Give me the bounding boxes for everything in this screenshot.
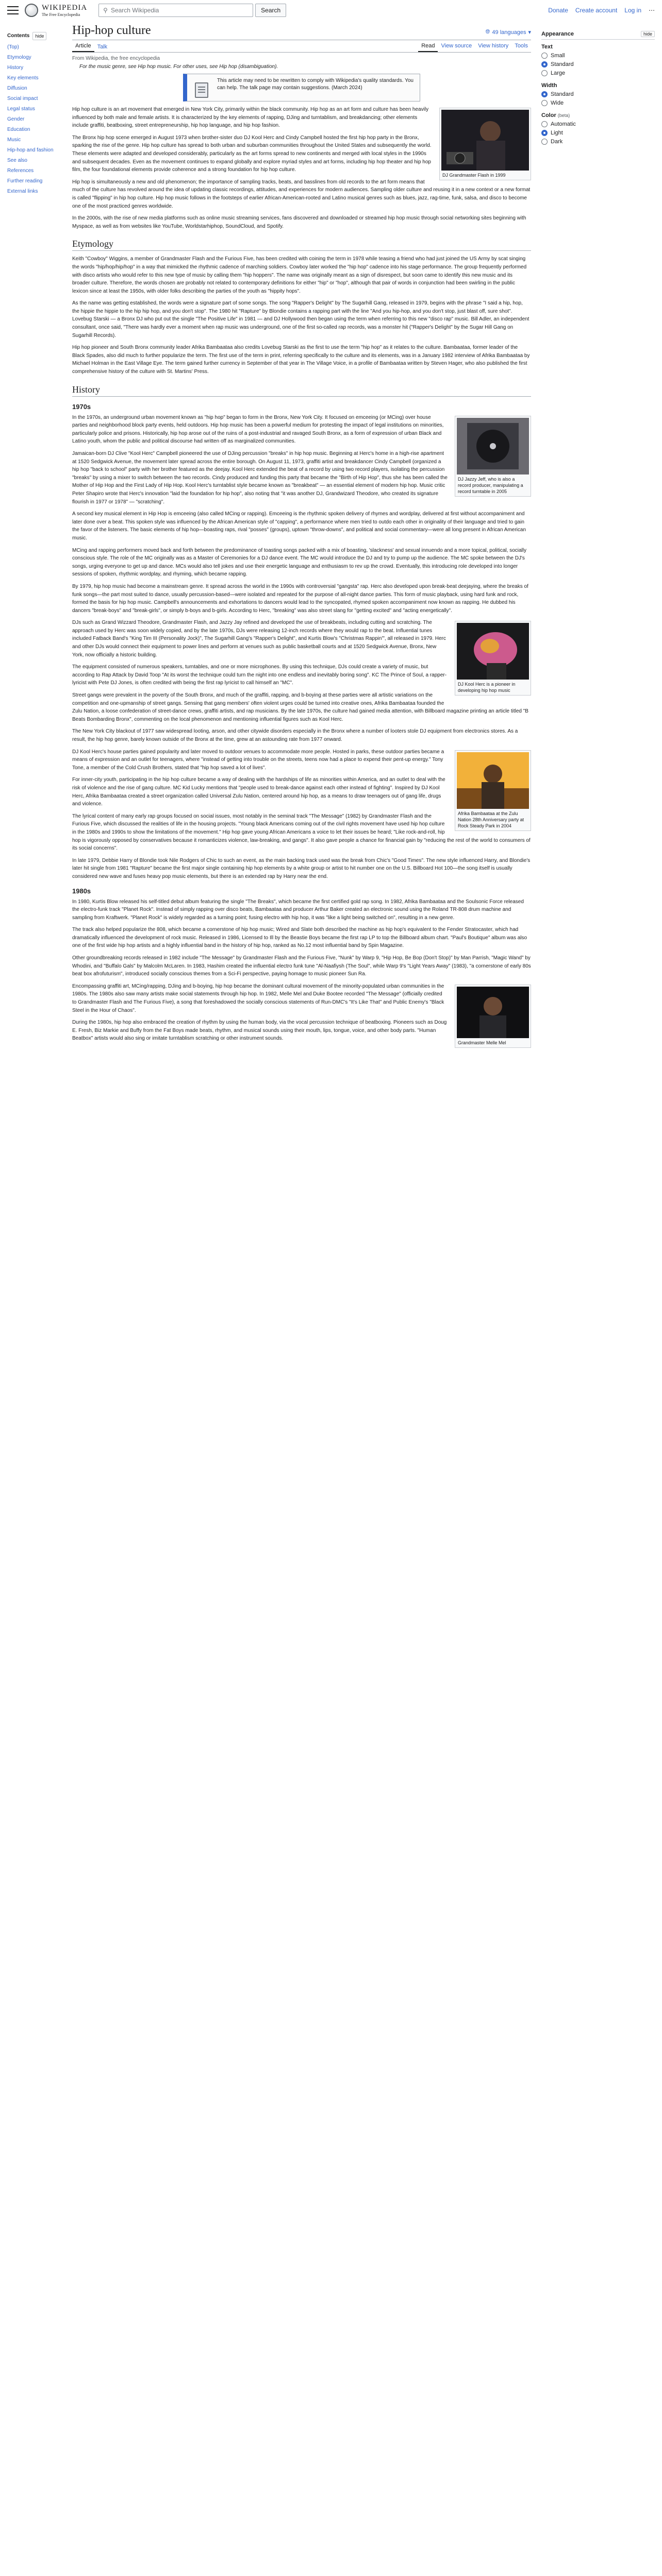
color-beta-tag: (beta) [557, 113, 570, 118]
image-4[interactable] [455, 985, 531, 1048]
search-placeholder: Search Wikipedia [110, 7, 159, 14]
radio-button[interactable] [541, 100, 548, 106]
text-option-small[interactable] [541, 53, 655, 59]
toc-item[interactable]: See also [7, 158, 27, 163]
tab-read[interactable]: Read [418, 43, 438, 52]
image-grandmaster-flash[interactable] [439, 108, 531, 180]
color-option-automatic[interactable] [541, 121, 655, 127]
radio-button[interactable] [541, 70, 548, 76]
image-caption: Grandmaster Melle Mel [458, 1040, 506, 1045]
toc-item[interactable]: Hip-hop and fashion [7, 147, 54, 153]
table-of-contents [7, 31, 59, 197]
tab-view-history[interactable]: View history [478, 43, 509, 49]
toc-item[interactable]: Gender [7, 116, 25, 122]
language-icon: 🌐︎ [485, 29, 490, 35]
paragraph: The New York City blackout of 1977 saw widespread looting, arson, and other citywide disorders especially in the Bronx where a number of looters stole DJ equipment from electronics stores. As a result, the hip hop genre, barely known outside of the Bronx at the time, grew at an astounding rate from 1977 onward. [72, 728, 518, 742]
appearance-hide-button[interactable]: hide [641, 31, 655, 37]
toc-item[interactable]: Diffusion [7, 86, 27, 91]
toc-item[interactable]: Education [7, 127, 30, 132]
photo-2 [457, 623, 529, 680]
page-title: Hip-hop culture [72, 24, 151, 37]
more-options-icon[interactable]: ⋯ [649, 7, 655, 14]
image-caption: DJ Kool Herc is a pioneer in developing hip hop music [458, 682, 516, 693]
toc-item[interactable]: Social impact [7, 96, 38, 101]
paragraph: By 1979, hip hop music had become a mainstream genre. It spread across the world in the 1990s with controversial "gangsta" rap. Herc also developed upon break-beat deejaying, where the breaks of funk songs—the part most suited to dance, usually percussion-based—were isolated and repeated for the purpose of all-night dance parties. This form of music playback, using hard funk and rock, formed the basis for hip hop music. Campbell's announcements and exhortations to dancers would lead to the syncopated, rhymed spoken accompaniment now known as rapping. He dubbed his dancers "break-boys" and "break-girls", or simply b-boys and b-girls. According to Herc, "breaking" was also street slang for "getting excited" and "acting energetically". [72, 583, 528, 614]
search-input[interactable] [98, 4, 253, 17]
radio-button[interactable] [541, 61, 548, 67]
radio-button[interactable] [541, 91, 548, 97]
paragraph: During the 1980s, hip hop also embraced the creation of rhythm by using the human body, via the vocal percussion technique of beatboxing. Pioneers such as Doug E. Fresh, Biz Markie and Buffy from the Fat Boys made beats, rhythm, and musical sounds using their mouth, lips, tongue, voice, and other body parts. "Human Beatbox" artists would also sing or imitate turntablism scratching or other instrument sounds. [72, 1020, 447, 1042]
photo-3 [457, 752, 529, 809]
photo-1 [457, 418, 529, 474]
toc-item[interactable]: Music [7, 137, 21, 143]
subsection-1980s: 1980s [72, 887, 91, 895]
appearance-heading: Appearance [541, 31, 574, 37]
photo-4 [457, 987, 529, 1038]
paragraph: The Bronx hip hop scene emerged in August 1973 when brother-sister duo DJ Kool Herc and Cindy Campbell hosted the first hip hop party in the Bronx, sparking the rise of the genre. Hip hop culture has spread to both urban and suburban communities throughout the United States and subsequently the world. These elements were adapted and developed considerably, particularly as the art forms spread to new continents and merged with local styles in the 1990s and subsequent decades. Even as the movement continues to expand globally and explore myriad styles and art forms, including hip hop theater and hip hop film, the four foundational elements provide coherence and a strong foundation for hip hop culture. [72, 134, 432, 173]
header-link-create-account[interactable]: Create account [575, 7, 618, 14]
radio-label: Standard [551, 91, 574, 97]
section-etymology: Etymology [72, 239, 531, 251]
radio-button[interactable] [541, 130, 548, 136]
search-icon: ⚲ [103, 7, 108, 14]
site-sub: From Wikipedia, the free encyclopedia [72, 56, 160, 61]
text-option-standard[interactable] [541, 61, 655, 67]
site-logo[interactable] [25, 4, 87, 17]
paragraph: Street gangs were prevalent in the poverty of the South Bronx, and much of the graffiti, rapping, and b-boying at these parties were all artistic variations on the competition and one-upmanship of street gangs. Sensing that gang members' often violent urges could be turned into creative ones, Afrika Bambaataa founded the Zulu Nation, a loose confederation of street-dance crews, graffiti artists, and rap musicians. By the late 1970s, the culture had gained media attention, with Billboard magazine printing an article titled "B Beats Bombarding Bronx", commenting on the local phenomenon and mentioning influential figures such as Kool Herc. [72, 692, 528, 722]
paragraph: In 1980, Kurtis Blow released his self-titled debut album featuring the single "The Breaks", which became the first certified gold rap song. In 1982, Afrika Bambaataa and the Soulsonic Force released the electro-funk track "Planet Rock". Instead of simply rapping over disco beats, Bambaataa and producer Arthur Baker created an electronic sound using the Roland TR-808 drum machine and sampling from Kraftwerk. "Planet Rock" is widely regarded as a turning point; fusing electro with hip hop, it was "like a light being switched on", resulting in a new genre. [72, 899, 524, 921]
header [0, 0, 662, 21]
radio-label: Small [551, 53, 565, 59]
toc-item[interactable]: External links [7, 189, 38, 194]
color-option-light[interactable] [541, 130, 655, 136]
image-1[interactable] [455, 416, 531, 497]
paragraph: As the name was getting established, the words were a signature part of some songs. The song "Rapper's Delight" by The Sugarhill Gang, released in 1979, begins with the phrase "I said a hip, hop, the hippie the hippie to the hip hip hop, and you don't stop". The 1980 hit "Rapture" by Blondie contains a rapping part with the line "And you hip-hop, and you don't stop, just blast off, sure shot". Lovebug Starski — a Bronx DJ who put out the single "The Positive Life" in 1981 — and DJ Hollywood then began using the term when referring to this new "disco rap" music. Bill Adler, an independent consultant, once said, "There was hardly ever a moment when rap music was underground, one of the first so-called rap records, was a monster hit ("Rapper's Delight" by the Sugar Hill Gang on Sugarhill Records). [72, 300, 529, 338]
text-size-label: Text [541, 44, 553, 50]
radio-label: Light [551, 130, 563, 136]
paragraph: For inner-city youth, participating in the hip hop culture became a way of dealing with the hardships of life as minorities within America, and an outlet to deal with the risk of violence and the rise of gang culture. MC Kid Lucky mentions that "people used to break-dance against each other instead of fighting". Inspired by DJ Kool Herc, Afrika Bambaataa created a street organization called Universal Zulu Nation, centered around hip hop, as a means to draw teenagers out of gang life, drugs and violence. [72, 777, 445, 807]
image-2[interactable] [455, 621, 531, 696]
hatnote: For the music genre, see Hip hop music. For other uses, see Hip hop (disambiguation). [79, 64, 278, 70]
main-menu-icon[interactable] [7, 6, 19, 14]
toc-item[interactable]: Etymology [7, 55, 31, 60]
tab-talk[interactable]: Talk [97, 44, 108, 50]
notice-text: This article may need to be rewritten to comply with Wikipedia's quality standards. You can help. The talk page may contain suggestions. (March 2024) [217, 78, 413, 91]
toc-item[interactable]: History [7, 65, 24, 71]
paragraph: DJs such as Grand Wizzard Theodore, Grandmaster Flash, and Jazzy Jay refined and developed the use of breakbeats, including cutting and scratching. The approach used by Herc was soon widely copied, and by the late 1970s, DJs were releasing 12-inch records where they would rap to the beat. Influential tunes included Fatback Band's "King Tim III (Personality Jock)", The Sugarhill Gang's "Rapper's Delight", and Kurtis Blow's "Christmas Rappin'", all released in 1979. Herc and other DJs would connect their equipment to power lines and perform at venues such as public basketball courts and at 1520 Sedgwick Avenue, Bronx, New York, now officially a historic building. [72, 620, 446, 658]
paragraph: Jamaican-born DJ Clive "Kool Herc" Campbell pioneered the use of DJing percussion "breaks" in hip hop music. Beginning at Herc's home in a high-rise apartment at 1520 Sedgwick Avenue, the movement later spread across the entire borough. On August 11, 1973, graffiti artist and breakdancer Cindy Campbell (organized a hip hop "back to school" party with her brother featured as the deejay. Kool Herc extended the beat of a record by using two record players, isolating the percussion "breaks" by using a mixer to switch between the two records. Cindy produced and funding this party that became the "Birth of Hip Hop", thus she has been called the Mother of Hip Hop and the First Lady of Hip Hop. Kool Herc's turntablist style became known as "breakbeat" — an essential element of modern hip hop. Music critic Peter Shapiro wrote that Herc's innovation "laid the foundation for hip hop", also noting that "it was another DJ, Grandwizard Theodore, who created its signature flourish in 1977 or 1978" — "scratching". [72, 451, 448, 505]
site-tagline: The Free Encyclopedia [42, 12, 80, 17]
wikipedia-globe-icon [25, 4, 38, 17]
radio-label: Large [551, 70, 566, 76]
image-caption: DJ Jazzy Jeff, who is also a record producer, manipulating a record turntable in 2005 [458, 476, 523, 494]
document-icon [191, 77, 212, 98]
tab-view-source[interactable]: View source [441, 43, 472, 49]
chevron-down-icon: ▾ [528, 29, 531, 36]
width-option-standard[interactable] [541, 91, 655, 97]
radio-button[interactable] [541, 53, 548, 59]
paragraph: Hip hop culture is an art movement that emerged in New York City, primarily within the black community. Hip hop as an art form and culture has been heavily influenced by both male and female artists. It is characterized by the key elements of rapping, DJing and turntablism, and breakdancing; other elements include graffiti, beatboxing, street entrepreneurship, hip hop language, and hip hop fashion. [72, 107, 429, 129]
header-link-donate[interactable]: Donate [548, 7, 568, 14]
tab-tools[interactable]: Tools [515, 43, 528, 49]
paragraph: Hip hop pioneer and South Bronx community leader Afrika Bambaataa also credits Lovebug Starski as the first to use the term "hip hop" as it relates to the culture. Bambaataa, former leader of the Black Spades, also did much to further popularize the term. The first use of the term in print, referring specifically to the culture and its elements, was in a January 1982 interview of Afrika Bambaataa by Michael Holman in the East Village Eye. The term gained further currency in September of that year in The Village Voice, in a profile of Bambaataa written by Steven Hager, who also published the first comprehensive history of the culture with St. Martins' Press. [72, 345, 530, 375]
paragraph: Encompassing graffiti art, MCing/rapping, DJing and b-boying, hip hop became the dominant cultural movement of the minority-populated urban communities in the 1980s. The 1980s also saw many artists make social statements through hip hop. In 1982, Melle Mel and Duke Bootee recorded "The Message" (officially credited to Grandmaster Flash and The Furious Five), a song that foreshadowed the socially conscious statements of Run-DMC's "It's Like That" and Public Enemy's "Black Steel in the Hour of Chaos". [72, 983, 444, 1013]
image-caption: DJ Grandmaster Flash in 1999 [442, 173, 506, 178]
paragraph: In the 2000s, with the rise of new media platforms such as online music streaming services, fans discovered and downloaded or streamed hip hop music through social networking sites beginning with Myspace, as well as from websites like YouTube, Worldstarhiphop, SoundCloud, and Spotify. [72, 215, 526, 229]
paragraph: A second key musical element in Hip Hop is emceeing (also called MCing or rapping). Emceeing is the rhythmic spoken delivery of rhymes and wordplay, delivered at first without accompaniment and later done over a beat. This spoken style was influenced by the African American style of "capping", a performance where men tried to outdo each other in originality of their language and tried to gain the favor of the listeners. The basic elements of hip hop—boasting raps, rival "posses" (groups), uptown "throw-downs", and political and social commentary—were all long present in African American music. [72, 511, 526, 541]
section-history: History [72, 384, 531, 397]
paragraph: In late 1979, Debbie Harry of Blondie took Nile Rodgers of Chic to such an event, as the main backing track used was the break from Chic's "Good Times". The new style influenced Harry, and Blondie's later hit single from 1981 "Rapture" became the first major single containing hip hop elements by a white group or artist to hit number one on the U.S. Billboard Hot 100—the song itself is usually considered new wave and fuses heavy pop music elements, but there is an extended rap by Harry near the end. [72, 857, 531, 879]
paragraph: DJ Kool Herc's house parties gained popularity and later moved to outdoor venues to accommodate more people. Hosted in parks, these outdoor parties became a means of expression and an outlet for teenagers, where "instead of getting into trouble on the streets, teens now had a place to expend their pent-up energy." Tony Tone, a member of the Cold Crush Brothers, stated that "hip hop saved a lot of lives". [72, 749, 444, 771]
color-label-text: Color [541, 112, 556, 118]
toc-item[interactable]: Key elements [7, 75, 39, 81]
paragraph: Hip hop is simultaneously a new and old phenomenon; the importance of sampling tracks, beats, and basslines from old records to the art form means that much of the culture has revolved around the idea of updating classic recordings, attitudes, and experiences for modern audiences. Sampling older culture and reusing it in a new context or a new format is called "flipping" in hip hop culture. Hip hop music follows in the footsteps of earlier African-American-rooted and Latino musical genres such as blues, jazz, rag-time, funk, salsa, and disco to become one of the most practiced genres worldwide. [72, 179, 531, 209]
color-label [541, 112, 655, 118]
image-3[interactable] [455, 750, 531, 831]
toc-item[interactable]: (Top) [7, 44, 19, 50]
appearance-panel [541, 31, 655, 151]
paragraph: Keith "Cowboy" Wiggins, a member of Grandmaster Flash and the Furious Five, has been credited with coining the term in 1978 while teasing a friend who had just joined the US Army by scat singing the words "hip/hop/hip/hop" in a way that mimicked the rhythmic cadence of marching soldiers. Cowboy later worked the "hip hop" cadence into his stage performance. The group frequently performed with disco artists who would refer to this new type of music by calling them "hip hoppers". The name was originally meant as a sign of disrespect, but soon came to identify this new music and its broader culture. Therefore, the words chosen are probably not related to contemporary definitions for either "hip" or "hop", although that pair of words in conjunction had been swirling in the public lexicon since at least the 1950s, with older folks describing the parties of the youth as "hippity hops". [72, 256, 527, 294]
tab-article[interactable]: Article [72, 43, 94, 52]
toc-item[interactable]: References [7, 168, 34, 174]
color-option-dark[interactable] [541, 139, 655, 145]
site-name: WIKIPEDIA [42, 3, 88, 12]
radio-button[interactable] [541, 139, 548, 145]
rewrite-notice [183, 74, 420, 101]
language-count: 49 languages [492, 29, 526, 36]
toc-heading: Contents [7, 33, 30, 39]
radio-label: Wide [551, 100, 564, 106]
toc-hide-button[interactable]: hide [32, 32, 46, 40]
search-button[interactable]: Search [255, 4, 286, 17]
radio-label: Automatic [551, 121, 576, 127]
paragraph: The track also helped popularize the 808, which became a cornerstone of hip hop music; Wired and Slate both described the machine as hip hop's equivalent to the Fender Stratocaster, which had dramatically influenced the development of rock music. Released in 1986, Licensed to Ill by the Beastie Boys became the first rap LP to top the Billboard album chart. "Paul's Boutique" album was also one of the first wide hip hop artists and a highly influential band in the history of hip hop, ranked as No.12 most influential band by Spin Magazine. [72, 927, 527, 949]
image-caption: Afrika Bambaataa at the Zulu Nation 28th Anniversary party at Rock Steady Park in 2004 [458, 810, 524, 828]
toc-item[interactable]: Further reading [7, 178, 43, 184]
header-link-log-in[interactable]: Log in [624, 7, 641, 14]
toc-item[interactable]: Legal status [7, 106, 35, 112]
paragraph: The equipment consisted of numerous speakers, turntables, and one or more microphones. By using this technique, DJs could create a variety of music, but according to Rap Attack by David Toop "At its worst the technique could turn the night into one endless and inevitably boring song". KC The Prince of Soul, a rapper-lyricist with Pete DJ Jones, is often credited with being the first rap lyricist to call himself an "MC". [72, 664, 447, 686]
subsection-1970s: 1970s [72, 402, 91, 411]
language-selector[interactable] [486, 29, 531, 38]
page-tabs [72, 40, 531, 53]
paragraph: The lyrical content of many early rap groups focused on social issues, most notably in the seminal track "The Message" (1982) by Grandmaster Flash and the Furious Five, which discussed the realities of life in the housing projects. "Young black Americans coming out of the civil rights movement have used hip hop culture in the 1980s and 1990s to show the limitations of the movement." Hip hop gave young African Americans a voice to let their issues be heard; "Like rock-and-roll, hip hop is vigorously opposed by conservatives because it romanticizes violence, law-breaking, and gangs". It also gave people a chance for financial gain by "reducing the rest of the world to consumers of its social concerns". [72, 813, 531, 852]
paragraph: In the 1970s, an underground urban movement known as "hip hop" began to form in the Bronx, New York City. It focused on emceeing (or MCing) over house parties and neighborhood block party events, held outdoors. Hip hop music has been a powerful medium for protesting the impact of legal institutions on minorities, particularly police and prisons. Historically, hip hop arose out of the ruins of a post-industrial and ravaged South Bronx, as a form of expression of urban Black and Latino youth, whom the public and political discourse had written off as marginalized communities. [72, 414, 444, 445]
paragraph: MCing and rapping performers moved back and forth between the predominance of toasting songs packed with a mix of boasting, 'slackness' and sexual innuendo and a more topical, political, socially conscious style. The role of the MC originally was as a Master of Ceremonies for a DJ dance event. The MC would introduce the DJ and try to pump up the audience. The MC spoke between the DJ's songs, urging everyone to get up and dance. MCs would also tell jokes and use their energetic language and enthusiasm to rev up the crowd. Eventually, this introducing role developed into longer sessions of spoken, rhythmic wordplay, and rhyming, which became rapping. [72, 547, 526, 578]
radio-label: Standard [551, 61, 574, 67]
paragraph: Other groundbreaking records released in 1982 include "The Message" by Grandmaster Flash and the Furious Five, "Nunk" by Warp 9, "Hip Hop, Be Bop (Don't Stop)" by Man Parrish, "Magic Wand" by Whodini, and "Buffalo Gals" by Malcolm McLaren. In 1983, Hashim created the influential electro funk tune "Al-Naafiysh (The Soul", while Warp 9's "Light Years Away" (1983), "a cornerstone of early 80s beat box afrofuturism", introduced socially conscious themes from a Sci-Fi perspective, paying homage to music pioneer Sun Ra. [72, 955, 531, 977]
text-option-large[interactable] [541, 70, 655, 76]
photo-grandmaster-flash [441, 110, 529, 171]
width-label: Width [541, 82, 557, 89]
width-option-wide[interactable] [541, 100, 655, 106]
article [72, 24, 531, 1052]
radio-label: Dark [551, 139, 563, 145]
radio-button[interactable] [541, 121, 548, 127]
